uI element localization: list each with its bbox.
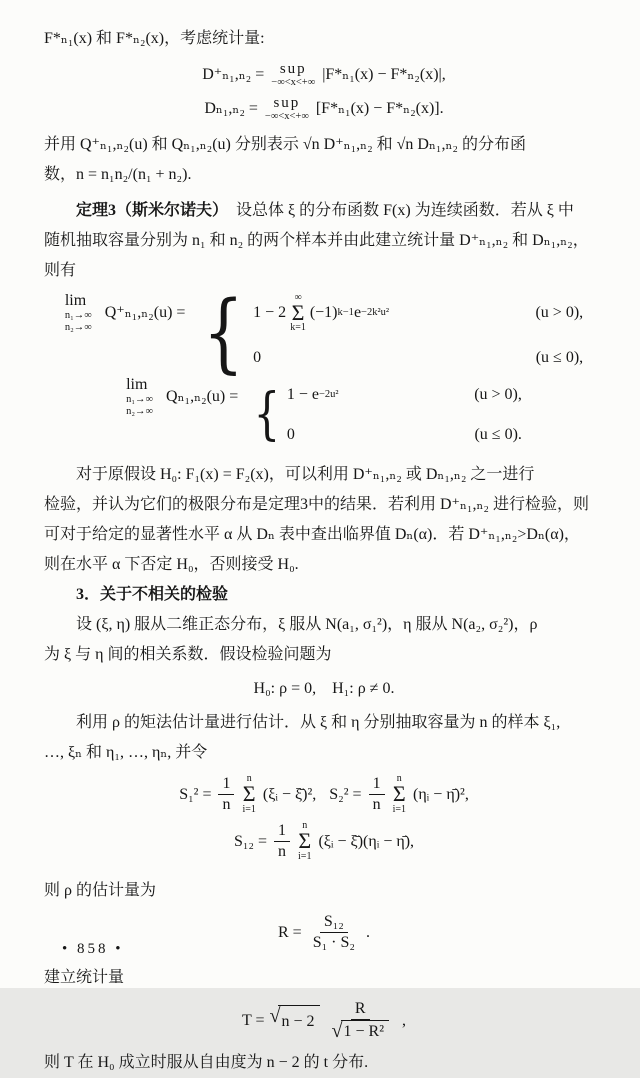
eq-text: e bbox=[353, 303, 362, 321]
eq-text: (−1) bbox=[309, 303, 338, 321]
sup-operator bbox=[265, 95, 309, 122]
text-line: 则在水平 α 下否定 H₀，否则接受 H₀. bbox=[44, 556, 299, 573]
sum-lower-limit: i=1 bbox=[392, 803, 406, 815]
fraction-denominator: n bbox=[278, 843, 287, 860]
fraction-denominator bbox=[326, 1020, 395, 1042]
case-condition: (u ≤ 0). bbox=[474, 426, 522, 443]
paragraph-moment-estimate bbox=[44, 708, 604, 768]
sup-op-label: sup bbox=[273, 95, 301, 112]
lim-block bbox=[126, 376, 153, 419]
sup-operator bbox=[271, 61, 315, 88]
radical-symbol: √ bbox=[269, 1004, 281, 1027]
summation bbox=[393, 774, 406, 815]
fraction-numerator: S₁₂ bbox=[320, 912, 348, 933]
paragraph-theorem-3 bbox=[44, 196, 604, 286]
case-condition: (u > 0), bbox=[474, 386, 522, 403]
r-lhs: R = bbox=[278, 923, 302, 941]
lim-operator: lim bbox=[126, 376, 148, 393]
lim-condition: n₁→∞ bbox=[64, 310, 92, 322]
limit-lhs bbox=[65, 292, 189, 335]
summation bbox=[290, 293, 306, 334]
paragraph-bivariate-normal bbox=[44, 610, 604, 670]
case-expression: 0 bbox=[253, 349, 262, 367]
sigma-symbol: Σ bbox=[298, 828, 312, 854]
s1-term: (ξᵢ − ξ̄)², bbox=[262, 785, 317, 803]
summation bbox=[242, 774, 255, 815]
s2-term: (ηᵢ − η̄)², bbox=[412, 785, 469, 803]
build-statistic-line: 建立统计量 bbox=[44, 969, 125, 986]
case-expression: 1 − 2 ∞ Σ k=1 (−1) k−1 e −2k²u² bbox=[253, 291, 390, 334]
case-expression: 0 bbox=[286, 426, 295, 443]
lim-condition: n₂→∞ bbox=[64, 322, 92, 334]
lim-condition: n₁→∞ bbox=[126, 394, 154, 406]
sqrt-1-minus-r2 bbox=[332, 1020, 389, 1042]
sum-upper-limit: ∞ bbox=[294, 291, 302, 303]
fraction-numerator: 1 bbox=[369, 774, 385, 795]
case-condition: (u ≤ 0), bbox=[535, 349, 584, 367]
equation-dplus-definition bbox=[44, 60, 604, 90]
radicand: n − 2 bbox=[278, 1005, 319, 1037]
radicand: 1 − R² bbox=[341, 1020, 390, 1042]
text-line: 则有 bbox=[44, 262, 77, 279]
equation-sample-variances bbox=[44, 774, 604, 815]
equation-r-estimator bbox=[44, 912, 604, 953]
text-line: …, ξₙ 和 η₁, …, ηₙ, 并令 bbox=[44, 744, 208, 761]
limit-q-lhs: Qₙ₁,ₙ₂(u) = bbox=[166, 388, 239, 406]
sup-op-limits: −∞<x<+∞ bbox=[271, 76, 316, 88]
fraction-t bbox=[326, 999, 395, 1042]
theorem-3-title: 定理3（斯米尔诺夫） bbox=[76, 202, 221, 219]
sigma-symbol: Σ bbox=[242, 781, 256, 807]
eq-d-lhs: Dₙ₁,ₙ₂ = bbox=[204, 100, 258, 117]
text-line: 数，n = n₁n₂/(n₁ + n₂). bbox=[44, 166, 192, 183]
fraction-denominator: n bbox=[222, 796, 231, 813]
case-expression: 1 − e −2u² bbox=[287, 380, 339, 410]
text-line: 可对于给定的显著性水平 α 从 Dₙ 表中查出临界值 Dₙ(α)．若 D⁺ₙ₁,ₙ₂>Dₙ(α)， bbox=[44, 526, 580, 543]
eq-punctuation: , bbox=[402, 1011, 406, 1029]
text-line: 并用 Q⁺ₙ₁,ₙ₂(u) 和 Qₙ₁,ₙ₂(u) 分别表示 √n D⁺ₙ₁,ₙ₂ 和 √n Dₙ₁,ₙ₂ 的分布函 bbox=[44, 136, 526, 153]
page-number: • 858 • bbox=[62, 941, 124, 957]
case-row bbox=[253, 343, 583, 373]
fraction-1-over-n bbox=[274, 821, 290, 862]
equation-t-statistic bbox=[44, 999, 604, 1042]
paragraph-distribution-functions bbox=[44, 130, 604, 190]
eq-dplus-rhs: |F*ₙ₁(x) − F*ₙ₂(x)|, bbox=[322, 66, 446, 83]
limit-qplus-lhs: Q⁺ₙ₁,ₙ₂(u) = bbox=[104, 304, 186, 322]
summation bbox=[298, 821, 311, 862]
case-condition: (u > 0), bbox=[535, 303, 584, 321]
eq-text: 1 − 2 bbox=[253, 303, 287, 321]
text-line: 利用 ρ 的矩法估计量进行估计．从 ξ 和 η 分别抽取容量为 n 的样本 ξ₁, bbox=[76, 714, 561, 731]
eq-d-rhs: [F*ₙ₁(x) − F*ₙ₂(x)]. bbox=[315, 100, 444, 117]
fraction-r bbox=[309, 912, 359, 953]
text-line: 为 ξ 与 η 间的相关系数．假设检验问题为 bbox=[44, 646, 332, 663]
lim-condition: n₂→∞ bbox=[126, 406, 154, 418]
theorem-3-text: 设总体 ξ 的分布函数 F(x) 为连续函数．若从 ξ 中 bbox=[220, 202, 574, 219]
sup-op-limits: −∞<x<+∞ bbox=[264, 110, 309, 122]
fraction-1-over-n bbox=[369, 774, 385, 815]
fraction-numerator: 1 bbox=[274, 821, 290, 842]
sum-lower-limit: i=1 bbox=[298, 850, 312, 862]
sqrt-n-minus-2 bbox=[270, 1005, 320, 1037]
fraction-denominator: n bbox=[372, 796, 381, 813]
equation-limit-q bbox=[44, 376, 604, 450]
equation-d-definition bbox=[44, 94, 604, 124]
text-line: 检验，并认为它们的极限分布是定理3中的结果．若利用 D⁺ₙ₁,ₙ₂ 进行检验，则 bbox=[44, 496, 590, 513]
sum-lower-limit: i=1 bbox=[242, 803, 256, 815]
cases-block bbox=[287, 380, 522, 450]
eq-text: 1 − e bbox=[286, 386, 320, 403]
fraction-numerator: R bbox=[351, 999, 370, 1020]
sum-upper-limit: n bbox=[246, 773, 252, 785]
text-line: 对于原假设 H₀: F₁(x) = F₂(x)，可以利用 D⁺ₙ₁,ₙ₂ 或 Dₙ₁,ₙ₂ 之一进行 bbox=[76, 466, 535, 483]
fraction-denominator: S₁ · S₂ bbox=[312, 934, 355, 951]
radical-symbol: √ bbox=[331, 1020, 343, 1042]
cases-brace: { bbox=[203, 283, 245, 383]
s12-lhs: S₁₂ = bbox=[233, 832, 268, 850]
case-row bbox=[287, 420, 522, 450]
sum-upper-limit: n bbox=[396, 773, 402, 785]
sigma-symbol: Σ bbox=[392, 781, 406, 807]
lim-block bbox=[65, 292, 92, 335]
text-line: 随机抽取容量分别为 n₁ 和 n₂ 的两个样本并由此建立统计量 D⁺ₙ₁,ₙ₂ 和 Dₙ₁,ₙ₂， bbox=[44, 232, 589, 249]
text-line bbox=[44, 196, 604, 226]
equation-sample-covariance bbox=[44, 821, 604, 862]
fraction-1-over-n bbox=[218, 774, 234, 815]
eq-dplus-lhs: D⁺ₙ₁,ₙ₂ = bbox=[202, 66, 265, 83]
t-lhs: T = bbox=[241, 1011, 265, 1029]
sigma-symbol: Σ bbox=[291, 299, 305, 325]
intro-line: F*ₙ₁(x) 和 F*ₙ₂(x)，考虑统计量: bbox=[44, 30, 265, 47]
sum-upper-limit: n bbox=[302, 820, 308, 832]
section-heading-3: 3．关于不相关的检验 bbox=[76, 586, 229, 603]
case-row bbox=[287, 380, 522, 410]
eq-punctuation: . bbox=[365, 923, 370, 941]
s12-term: (ξᵢ − ξ̄)(ηᵢ − η̄), bbox=[318, 832, 415, 850]
hypotheses-text: H₀: ρ = 0, H₁: ρ ≠ 0. bbox=[253, 680, 395, 697]
cases-brace: { bbox=[253, 382, 281, 447]
t-distribution-line: 则 T 在 H₀ 成立时服从自由度为 n − 2 的 t 分布. bbox=[44, 1054, 369, 1071]
sum-lower-limit: k=1 bbox=[290, 322, 306, 334]
cases-block bbox=[253, 293, 583, 374]
paragraph-hypothesis-test bbox=[44, 460, 604, 580]
s1-lhs: S₁² = bbox=[179, 785, 212, 803]
rho-estimator-line: 则 ρ 的估计量为 bbox=[44, 882, 156, 899]
lim-operator: lim bbox=[64, 292, 87, 309]
equation-hypotheses-h0-h1 bbox=[44, 674, 604, 704]
case-row bbox=[253, 293, 583, 334]
equation-limit-q-plus bbox=[44, 283, 604, 383]
fraction-numerator: 1 bbox=[218, 774, 234, 795]
sup-op-label: sup bbox=[279, 61, 307, 78]
text-line: 设 (ξ, η) 服从二维正态分布，ξ 服从 N(a₁, σ₁²)，η 服从 N(a₂, σ₂²)，ρ bbox=[76, 616, 538, 633]
s2-lhs: S₂² = bbox=[329, 785, 362, 803]
